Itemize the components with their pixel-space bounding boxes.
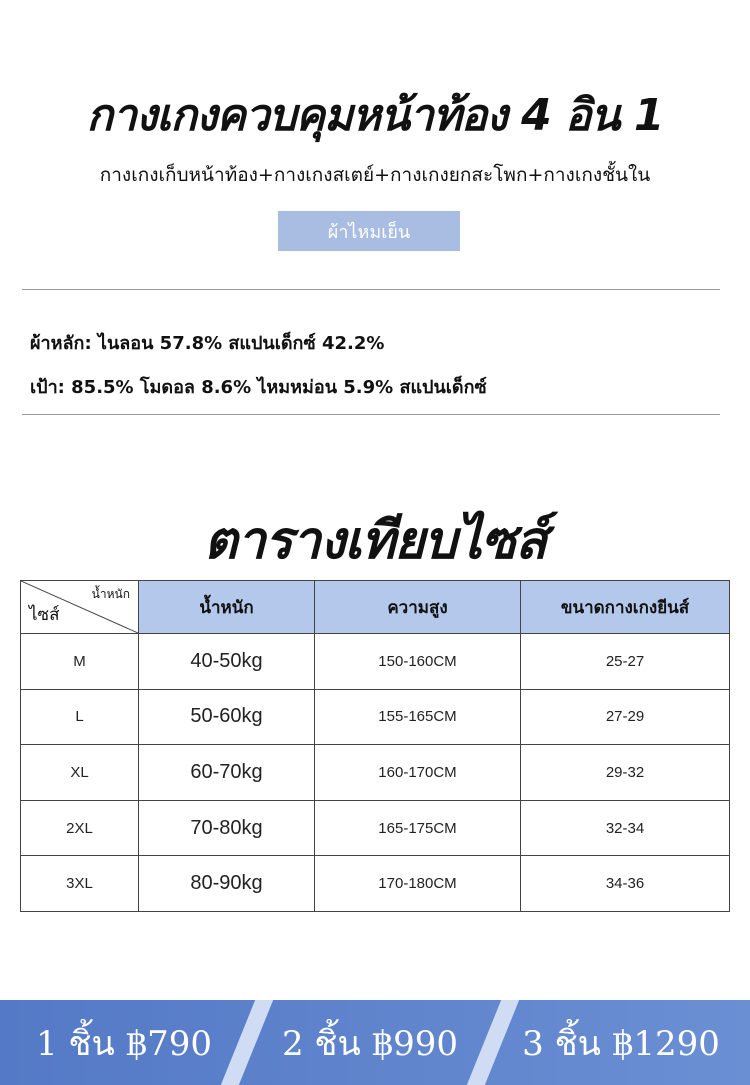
table-row xyxy=(21,856,730,912)
header-weight: น้ำหนัก xyxy=(139,581,315,634)
table-row xyxy=(21,689,730,745)
weight-cell: 70-80kg xyxy=(139,800,315,856)
height-cell: 150-160CM xyxy=(315,634,521,690)
height-cell: 155-165CM xyxy=(315,689,521,745)
jeans-cell: 27-29 xyxy=(521,689,730,745)
size-chart-title: ตารางเทียบไซส์ xyxy=(203,511,547,571)
price-option-2[interactable]: 2 ชิ้น ฿990 xyxy=(281,1023,459,1064)
jeans-cell: 34-36 xyxy=(521,856,730,912)
weight-cell: 40-50kg xyxy=(139,634,315,690)
table-row xyxy=(21,800,730,856)
price-option-1[interactable]: 1 ชิ้น ฿790 xyxy=(35,1023,213,1064)
page-title: กางเกงควบคุมหน้าท้อง 4 อิน 1 xyxy=(86,90,664,141)
table-row xyxy=(21,634,730,690)
product-subtitle: กางเกงเก็บหน้าท้อง+กางเกงสเตย์+กางเกงยกสะโพก+กางเกงชั้นใน xyxy=(99,164,651,186)
jeans-cell: 29-32 xyxy=(521,745,730,801)
jeans-cell: 32-34 xyxy=(521,800,730,856)
jeans-cell: 25-27 xyxy=(521,634,730,690)
size-chart-table xyxy=(20,580,730,912)
price-option-3[interactable]: 3 ชิ้น ฿1290 xyxy=(522,1023,720,1064)
header-height: ความสูง xyxy=(315,581,521,634)
corner-size-label: ไซส์ xyxy=(29,605,60,625)
height-cell: 165-175CM xyxy=(315,800,521,856)
size-cell: XL xyxy=(21,745,139,801)
table-corner-cell xyxy=(21,581,139,634)
fabric-badge: ผ้าไหมเย็น xyxy=(278,211,460,251)
height-cell: 160-170CM xyxy=(315,745,521,801)
table-header-row xyxy=(21,581,730,634)
corner-weight-label: น้ำหนัก xyxy=(91,587,130,601)
material-main: ผ้าหลัก: ไนลอน 57.8% สแปนเด็กซ์ 42.2% xyxy=(30,333,385,354)
size-cell: L xyxy=(21,689,139,745)
header-jeans-size: ขนาดกางเกงยีนส์ xyxy=(521,581,730,634)
table-row xyxy=(21,745,730,801)
divider-top xyxy=(22,289,720,290)
divider-bottom xyxy=(22,414,720,415)
size-cell: 2XL xyxy=(21,800,139,856)
size-cell: M xyxy=(21,634,139,690)
price-bar xyxy=(0,1000,750,1085)
weight-cell: 60-70kg xyxy=(139,745,315,801)
material-crotch: เป้า: 85.5% โมดอล 8.6% ไหมหม่อน 5.9% สแปนเด็กซ์ xyxy=(30,377,487,398)
size-cell: 3XL xyxy=(21,856,139,912)
weight-cell: 80-90kg xyxy=(139,856,315,912)
weight-cell: 50-60kg xyxy=(139,689,315,745)
height-cell: 170-180CM xyxy=(315,856,521,912)
